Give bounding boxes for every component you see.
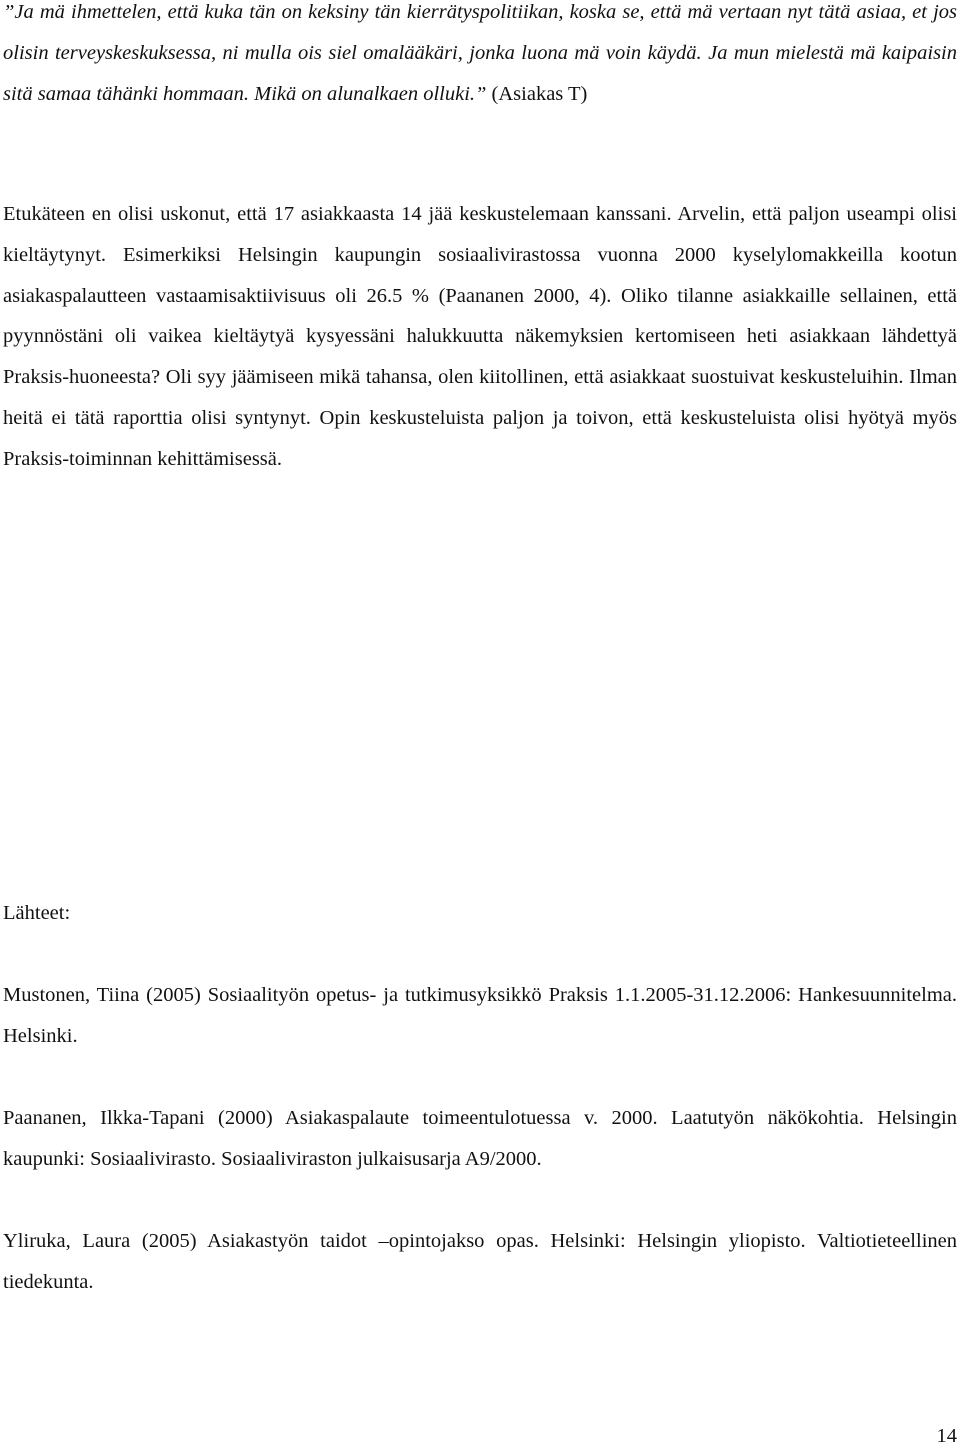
client-quote: ”Ja mä ihmettelen, että kuka tän on keksiny tän kierrätyspolitiikan, koska se, että mä vertaan nyt tätä asiaa, et jos olisin terveyskeskuksessa, ni mulla ois siel omalääkäri, jonka luona mä voin käydä. Ja mun mielestä mä kaipaisin sitä samaa tähänki hommaan. Mikä on alunalkaen olluki.” — [3, 1, 957, 105]
references-heading: Lähteet: — [3, 902, 71, 924]
client-quote-paragraph — [3, 0, 957, 114]
quote-attribution: (Asiakas T) — [486, 82, 588, 105]
reference-item-yliruka: Yliruka, Laura (2005) Asiakastyön taidot –opintojakso opas. Helsinki: Helsingin yliopisto. Valtiotieteellinen tiedekunta. — [3, 1230, 957, 1293]
reference-item-mustonen: Mustonen, Tiina (2005) Sosiaalityön opetus- ja tutkimusyksikkö Praksis 1.1.2005-31.12.2006: Hankesuunnitelma. Helsinki. — [3, 984, 957, 1047]
page-number: 14 — [936, 1425, 957, 1447]
body-paragraph: Etukäteen en olisi uskonut, että 17 asiakkaasta 14 jää keskustelemaan kanssani. Arvelin, että paljon useampi olisi kieltäytynyt. Esimerkiksi Helsingin kaupungin sosiaalivirastossa vuonna 2000 kyselylomakkeilla kootun asiakaspalautteen vastaamisaktiivisuus oli 26.5 % (Paananen 2000, 4). Oliko tilanne asiakkaille sellainen, että pyynnöstäni oli vaikea kieltäytyä kysyessäni halukkuutta näkemyksien kertomiseen heti asiakkaan lähdettyä Praksis-huoneesta? Oli syy jäämiseen mikä tahansa, olen kiitollinen, että asiakkaat suostuivat keskusteluihin. Ilman heitä ei tätä raporttia olisi syntynyt. Opin keskusteluista paljon ja toivon, että keskusteluista olisi hyötyä myös Praksis-toiminnan kehittämisessä. — [3, 203, 957, 470]
reference-item-paananen: Paananen, Ilkka-Tapani (2000) Asiakaspalaute toimeentulotuessa v. 2000. Laatutyön näkökohtia. Helsingin kaupunki: Sosiaalivirasto. Sosiaaliviraston julkaisusarja A9/2000. — [3, 1107, 957, 1170]
